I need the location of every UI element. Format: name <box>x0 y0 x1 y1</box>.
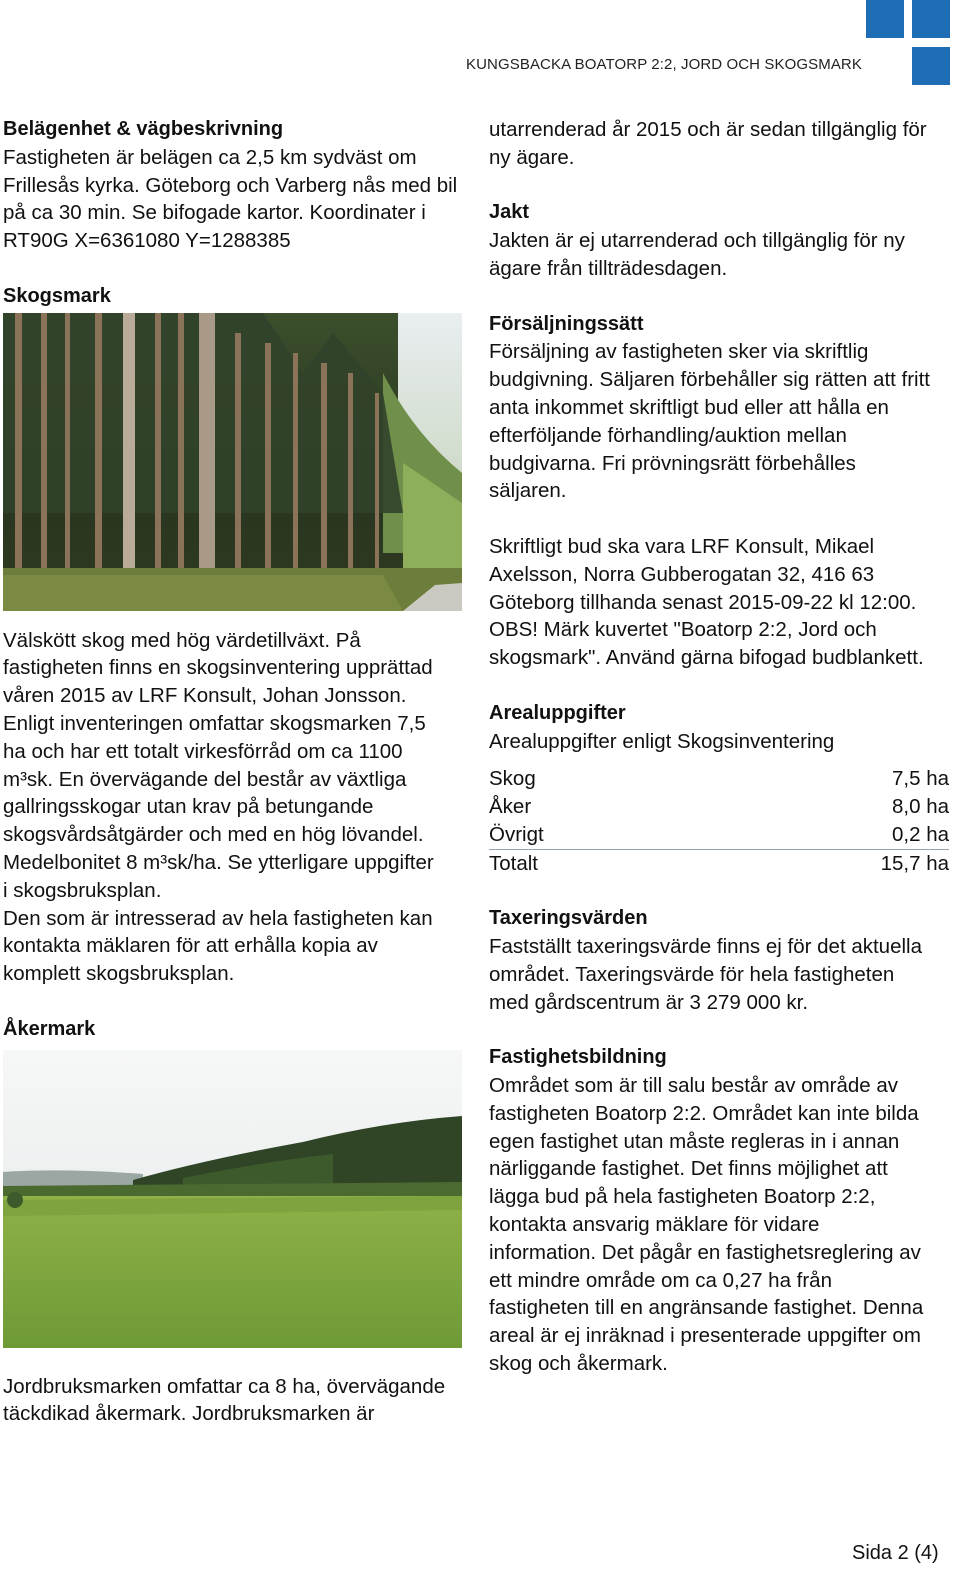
bud-line: Göteborg tillhanda senast 2015-09-22 kl 12:00. <box>489 590 917 614</box>
fastighetsbildning-line: areal är ej inräknad i presenterade uppgifter om <box>489 1324 921 1348</box>
right-column <box>489 116 949 1378</box>
areal-subtitle: Arealuppgifter enligt Skogsinventering <box>489 729 835 753</box>
page-number: Sida 2 (4) <box>852 1542 939 1564</box>
section-heading-jakt: Jakt <box>489 201 530 224</box>
forest-photo <box>3 313 462 611</box>
areal-value: 7,5 ha <box>892 767 949 791</box>
fastighetsbildning-line: Området som är till salu består av område av <box>489 1074 899 1098</box>
fastighetsbildning-line: fastigheten Boatorp 2:2. Området kan inte bilda <box>489 1101 919 1125</box>
logo-square <box>912 47 950 85</box>
jakt-line: ägare från tillträdesdagen. <box>489 256 728 280</box>
skogsmark-line: i skogsbruksplan. <box>3 878 162 902</box>
logo-squares-icon <box>866 0 956 86</box>
skogsmark-line: Välskött skog med hög värdetillväxt. På <box>3 628 361 652</box>
areal-value: 8,0 ha <box>892 795 949 819</box>
fastighetsbildning-line: fastigheten till en angränsande fastighet. Denna <box>489 1296 924 1320</box>
areal-total-label: Totalt <box>489 851 538 875</box>
skogsmark-line: fastigheten finns en skogsinventering upprättad <box>3 656 433 680</box>
bud-line: OBS! Märk kuvertet "Boatorp 2:2, Jord och <box>489 618 877 642</box>
fastighetsbildning-line: skog och åkermark. <box>489 1352 668 1376</box>
areal-total-value: 15,7 ha <box>880 851 949 875</box>
forsaljning-line: budgivning. Säljaren förbehåller sig rätten att fritt <box>489 368 931 392</box>
belagenhet-line: Frillesås kyrka. Göteborg och Varberg nås med bil <box>3 173 458 197</box>
skogsmark-line: Den som är intresserad av hela fastigheten kan <box>3 906 433 930</box>
fastighetsbildning-line: ett mindre område om ca 0,27 ha från <box>489 1268 832 1292</box>
forsaljning-line: efterföljande förhandling/auktion mellan <box>489 423 847 447</box>
taxering-line: området. Taxeringsvärde för hela fastigheten <box>489 962 895 986</box>
field-photo <box>3 1050 462 1348</box>
section-heading-taxering: Taxeringsvärden <box>489 907 648 930</box>
intro-line: utarrenderad år 2015 och är sedan tillgänglig för <box>489 118 927 141</box>
section-heading-areal: Arealuppgifter <box>489 701 626 724</box>
taxering-line: med gårdscentrum är 3 279 000 kr. <box>489 990 809 1014</box>
fastighetsbildning-line: lägga bud på hela fastigheten Boatorp 2:2, <box>489 1185 876 1209</box>
areal-label: Skog <box>489 767 536 791</box>
fastighetsbildning-line: egen fastighet utan måste regleras in i annan <box>489 1129 900 1153</box>
skogsmark-line: m³sk. En övervägande del består av växtliga <box>3 767 407 791</box>
left-column <box>3 116 461 1428</box>
forsaljning-line: anta inkommet skriftligt bud eller att hålla en <box>489 395 889 419</box>
fastighetsbildning-line: information. Det pågår en fastighetsreglering av <box>489 1240 921 1264</box>
forsaljning-line: Försäljning av fastigheten sker via skriftlig <box>489 340 869 364</box>
areal-row <box>489 793 949 821</box>
belagenhet-line: på ca 30 min. Se bifogade kartor. Koordinater i <box>3 201 426 225</box>
logo-square <box>866 0 904 38</box>
belagenhet-line: Fastigheten är belägen ca 2,5 km sydväst om <box>3 145 417 169</box>
bud-line: skogsmark". Använd gärna bifogad budblankett. <box>489 646 924 670</box>
skogsmark-line: våren 2015 av LRF Konsult, Johan Jonsson. <box>3 684 407 708</box>
jakt-line: Jakten är ej utarrenderad och tillgänglig för ny <box>489 229 905 253</box>
section-heading-belagenhet: Belägenhet & vägbeskrivning <box>3 118 284 140</box>
bud-line: Skriftligt bud ska vara LRF Konsult, Mikael <box>489 534 875 558</box>
areal-label: Åker <box>489 795 532 819</box>
akermark-line: Jordbruksmarken omfattar ca 8 ha, övervägande <box>3 1374 446 1398</box>
section-heading-forsaljning: Försäljningssätt <box>489 312 644 335</box>
section-heading-skogsmark: Skogsmark <box>3 284 111 307</box>
skogsmark-line: skogsvårdsåtgärder och med en hög lövandel. <box>3 823 424 847</box>
intro-line: ny ägare. <box>489 145 575 169</box>
areal-row <box>489 821 949 849</box>
logo-square <box>912 0 950 38</box>
skogsmark-line: Enligt inventeringen omfattar skogsmarken 7,5 <box>3 711 426 735</box>
fastighetsbildning-line: närliggande fastighet. Det finns möjlighet att <box>489 1157 888 1181</box>
areal-label: Övrigt <box>489 822 544 846</box>
belagenhet-line: RT90G X=6361080 Y=1288385 <box>3 229 291 253</box>
areal-value: 0,2 ha <box>892 822 949 846</box>
bud-line: Axelsson, Norra Gubberogatan 32, 416 63 <box>489 562 875 586</box>
akermark-line: täckdikad åkermark. Jordbruksmarken är <box>3 1402 375 1426</box>
forsaljning-line: säljaren. <box>489 479 567 503</box>
areal-table <box>489 765 949 877</box>
areal-row <box>489 765 949 793</box>
forsaljning-line: budgivarna. Fri prövningsrätt förbehålles <box>489 451 856 475</box>
skogsmark-line: komplett skogsbruksplan. <box>3 962 235 986</box>
section-heading-akermark: Åkermark <box>3 1017 96 1040</box>
skogsmark-line: Medelbonitet 8 m³sk/ha. Se ytterligare uppgifter <box>3 850 434 874</box>
fastighetsbildning-line: kontakta ansvarig mäklare för vidare <box>489 1213 820 1237</box>
skogsmark-line: ha och har ett totalt virkesförråd om ca 1100 <box>3 739 403 763</box>
section-heading-fastighetsbildning: Fastighetsbildning <box>489 1046 667 1069</box>
areal-total-row <box>489 849 949 878</box>
skogsmark-line: gallringsskogar utan krav på betungande <box>3 795 374 819</box>
taxering-line: Fastställt taxeringsvärde finns ej för det aktuella <box>489 935 922 959</box>
skogsmark-line: kontakta mäklaren för att erhålla kopia av <box>3 934 378 958</box>
document-header: KUNGSBACKA BOATORP 2:2, JORD OCH SKOGSMARK <box>466 56 862 73</box>
